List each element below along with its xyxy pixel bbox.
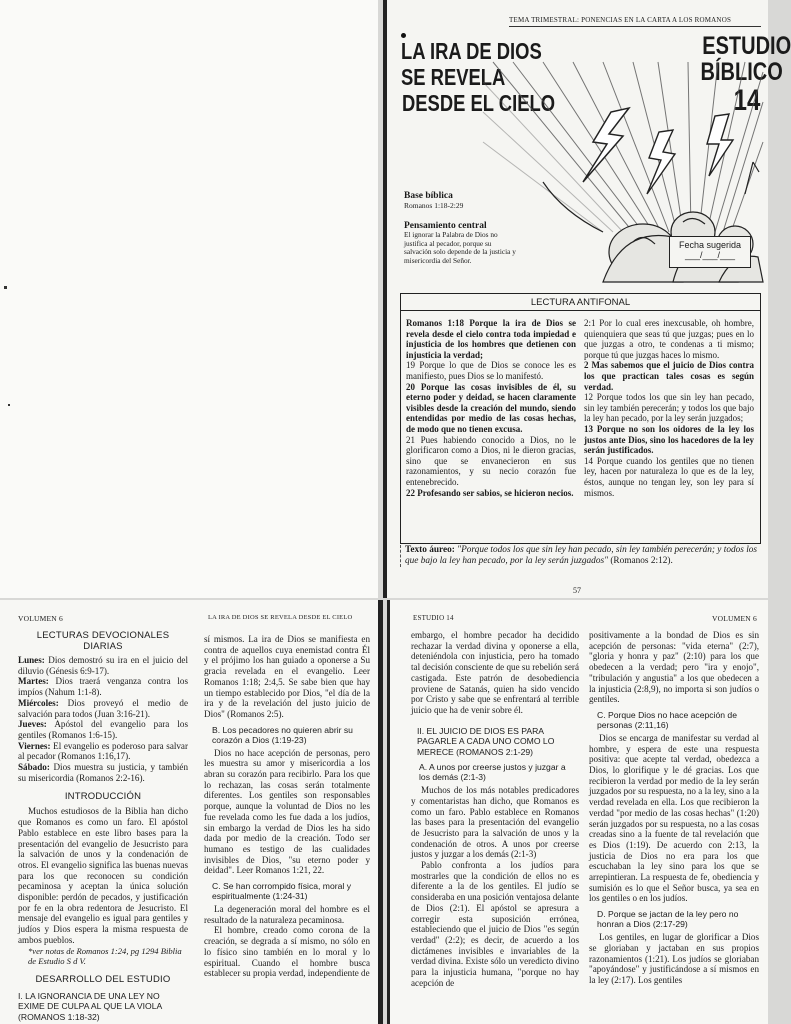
right-page-column-2: [589, 630, 759, 986]
central-thought-block: [404, 221, 516, 265]
devotional-item: [18, 762, 188, 783]
golden-text-quote: "Porque todos los que sin ley han pecado, sin ley también perecerán; y todos los que bajo la ley han pecado, por la ley serán juzgados": [405, 545, 758, 566]
col1-paragraph-3: Pablo confronta a los judíos para mostrarles que la condición de ellos no es diferente a la de los gentiles. El judío se consideraba en una posición ventajosa delante de Dios (2:1). El apóstol se apresura a corregir esta suposición errónea, estableciendo que el juicio de Dios "es según verdad" (2:2); es decir, de acuerdo a los dictámenes invisibles e invariables de la verdad divina. Existe sólo un veredicto divino para la injusticia humana, "porque no hay acepción de: [411, 860, 579, 988]
quarterly-theme-header: TEMA TRIMESTRAL: PONENCIAS EN LA CARTA A LOS ROMANOS: [509, 16, 732, 24]
col2-paragraph-2: Dios se encarga de manifestar su verdad al hombre, y espera de este una respuesta positiva: que acepte tal verdad, obedezca a Dios, lo glorifique y le dé gracias. Los que recibieron la verdad por medio de la ley serán juzgados por su respuesta, no a la ley, sino a la verdad revelada en ella. Los que recibieron la verdad "por medio de las cosas hechas" (1:20) serán juzgados por su respuesta, no a las cosas creadas sino a la fuente de tal revelación que es Dios (1:19). De acuerdo con 2:13, la justicia de Dios no era para los que escuchaban la ley sino para los que se arrepintieran. La respuesta de fe, obediencia y sumisión es lo que el Señor busca, ya sea en los gentiles o en los judíos.: [589, 732, 759, 904]
antiphonal-verse: Romanos 1:18 Porque la ira de Dios se revela desde el cielo contra toda impiedad e injusticia de los hombres que detienen con injusticia la verdad;: [406, 318, 576, 360]
devotional-item: [18, 698, 188, 719]
subheading-a: A. A unos por creerse justos y juzgar a los demás (2:1-3): [419, 762, 566, 783]
subheading-d: D. Porque se jactan de la ley pero no honran a Dios (2:17-29): [597, 909, 739, 930]
antiphonal-verse: 20 Porque las cosas invisibles de él, su eterno poder y deidad, se hacen claramente visibles desde la creación del mundo, siendo entendidas por medio de las cosas hechas, de modo que no tienen excusa.: [406, 381, 576, 434]
antiphonal-verse: 21 Pues habiendo conocido a Dios, no le glorificaron como a Dios, ni le dieron gracias, sino que se envanecieron en sus razonamientos, y su necio corazón fue entenebrecido.: [406, 434, 576, 487]
devotional-reading: Apóstol del evangelio para los gentiles (Romanos 1:6-15).: [18, 719, 188, 740]
section-one-heading: I. LA IGNORANCIA DE UNA LEY NO EXIME DE CULPA AL QUE LA VIOLA (ROMANOS 1:18-32): [18, 990, 162, 1022]
page-edge-shadow: [387, 600, 390, 1024]
antiphonal-verse: 2 Mas sabemos que el juicio de Dios contra los que practican tales cosas es según verdad.: [584, 360, 754, 392]
devotional-day: Viernes:: [18, 740, 51, 751]
left-column: [18, 630, 188, 1022]
devotional-day: Miércoles:: [18, 697, 59, 708]
devotional-item: [18, 741, 188, 762]
devotional-item: [18, 719, 188, 740]
introduction-text: Muchos estudiosos de la Biblia han dicho que Romanos es como un faro. El apóstol Pablo establece en este libro bases para la presentación del evangelio de Jesucristo para la salvación de unos y la condenación de otros. El evangelio significa las buenas nuevas para los que reconocen su condición pecaminosa y aceptan la única solución disponible: perdón de pecados, y justificación por fe en la obra redentora de Jesucristo. El mensaje del evangelio es igual para gentiles y judíos y Dios espera la misma respuesta de ambos pueblos.: [18, 806, 188, 945]
subheading-c: C. Porque Dios no hace acepción de personas (2:11,16): [597, 709, 737, 730]
golden-text-label: Texto áureo:: [405, 545, 455, 555]
devotional-reading: El evangelio es poderoso para salvar al pecador (Romanos 1:16,17).: [18, 740, 188, 762]
left-page-column-2: [204, 634, 370, 979]
hole-punch-mark-lower: [8, 404, 10, 406]
devotional-reading: Dios proveyó el medio de salvación para todos (Juan 3:16-21).: [18, 697, 188, 719]
study-development-title: DESARROLLO DEL ESTUDIO: [35, 973, 171, 985]
devotional-day: Sábado:: [18, 762, 50, 773]
col2-paragraph-4: El hombre, creado como corona de la creación, se degrada a sí mismo, no sólo en lo físico sino también en lo moral y lo espiritual. Cuando el hombre busca establecer su propia verdad, independiente de: [204, 925, 370, 979]
blank-page: [0, 0, 378, 598]
antiphonal-verse: 12 Porque todos los que sin ley han pecado, sin ley también perecerán; y todos los que bajo la ley han pecado, por la ley serán juzgados;: [584, 392, 754, 424]
bible-base-label: Base bíblica: [404, 191, 453, 201]
devotional-item: [18, 676, 188, 697]
devotional-day: Lunes:: [18, 655, 45, 665]
title-line-2: DESDE EL CIELO: [402, 90, 556, 116]
antiphonal-verse: 22 Profesando ser sabios, se hicieron necios.: [406, 487, 574, 498]
devotional-day: Martes:: [18, 676, 49, 687]
running-header: ESTUDIO 14: [413, 614, 454, 622]
title-page: [383, 0, 791, 598]
golden-text-reference: (Romanos 2:12).: [610, 556, 673, 566]
page-edge-shadow: [378, 600, 383, 1024]
col2-paragraph-1: positivamente a la bondad de Dios es sin acepción de personas: "vida eterna" (2:7), "gloria y honra y paz" (2:10) para los que obedecen a la verdad; pero "ira y enojo", "tribulación y angustia" a los que obedecen a la injusticia (2:8,9), no importa si son judíos o gentiles.: [589, 630, 759, 705]
devotional-item: [18, 655, 188, 676]
study-continuation-page: [387, 600, 768, 1024]
study-number: 14: [733, 84, 760, 117]
central-thought-text: El ignorar la Palabra de Dios no justifica al pecador, porque su salvación solo depende de la justicia y misericordia del Señor.: [404, 230, 516, 265]
volume-label: VOLUMEN 6: [712, 614, 757, 623]
title-line-1: LA IRA DE DIOS SE REVELA: [401, 38, 542, 90]
biblico-label: BÍBLICO: [700, 58, 783, 86]
suggested-date-box: [669, 236, 751, 268]
suggested-date-label: Fecha sugerida: [678, 240, 742, 250]
hole-punch-mark: [4, 286, 7, 289]
col2-paragraph-3: La degeneración moral del hombre es el resultado de la naturaleza pecaminosa.: [204, 904, 370, 925]
devotional-list: [18, 655, 188, 783]
bible-base-block: [404, 191, 554, 210]
devotional-reading: Dios demostró su ira en el juicio del diluvio (Génesis 6:9-17).: [18, 655, 188, 676]
col2-paragraph-1: sí mismos. La ira de Dios se manifiesta en contra de aquellos cuya enemistad contra Él y el prójimo los han guiado a oponerse a Su gracia revelada en el evangelio. Leer Romanos 1:18; 2:4,5. Se sabe bien que hay un tiempo establecido por Dios, "el día de la ira y de la revelación del justo juicio de Dios" (Romanos 2:5).: [204, 634, 370, 719]
col1-paragraph-2: Muchos de los más notables predicadores y comentaristas han dicho, que Romanos es como un faro. Pablo establece en Romanos las bases para la presentación del evangelio de Jesucristo para la salvación de unos y la condenación de otros. A unos por creerse justos y juzgar a los demás (2:1-3): [411, 785, 579, 860]
central-thought-label: Pensamiento central: [404, 221, 487, 231]
introduction-note: *ver notas de Romanos 1:24, pg 1294 Biblia de Estudio S d V.: [28, 945, 182, 966]
devotional-day: Jueves:: [18, 719, 47, 730]
page-number: 57: [573, 586, 581, 595]
subheading-b: B. Los pecadores no quieren abrir su corazón a Dios (1:19-23): [212, 724, 353, 745]
right-page-column-1: [411, 630, 579, 988]
devotional-reading: Dios muestra su justicia, y también su misericordia (Romanos 2:2-16).: [18, 762, 188, 783]
antiphonal-verse: 14 Porque cuando los gentiles que no tienen ley, hacen por naturaleza lo que es de la ley, éstos, aunque no tengan ley, son ley para sí mismos.: [584, 455, 754, 498]
lightning-bolt-icon: [583, 108, 629, 182]
subheading-c: C. Se han corrompido física, moral y espiritualmente (1:24-31): [212, 881, 351, 902]
estudio-label: ESTUDIO: [702, 32, 791, 60]
col2-paragraph-3: Los gentiles, en lugar de glorificar a Dios se gloriaban y jactaban en sus propios razonamientos (1:21). Los judíos se gloriaban "apoyándose" y justificándose a sí mismos en la ley (2:17). Los gentiles: [589, 932, 759, 985]
volume-label: VOLUMEN 6: [18, 614, 63, 623]
col2-paragraph-2: Dios no hace acepción de personas, pero les muestra su amor y misericordia a los abran su corazón para recibirlo. Para los que lo rechazan, las cosas serán totalmente diferentes. Los gentiles son responsables porque, aunque la voluntad de Dios no les fue revelada como les fue dada a los judíos, sin embargo la verdad de Dios les ha sido dada por medio de la creación. Todo ser humano es testigo de las cualidades invisibles de Dios, "su eterno poder y deidad". Leer Romanos 1:21, 22.: [204, 747, 370, 876]
section-two-heading: II. EL JUICIO DE DIOS ES PARA PAGARLE A CADA UNO COMO LO MERECE (ROMANOS 2:1-29): [417, 725, 555, 757]
antiphonal-verse: 13 Porque no son los oidores de la ley los justos ante Dios, sino los hacedores de la ley serán justificados.: [584, 423, 754, 456]
antiphonal-reading-box: [400, 293, 761, 544]
suggested-date-blank: ___/___/___: [684, 250, 736, 260]
page-edge-shadow: [383, 0, 387, 598]
devotional-reading: Dios traerá venganza contra los impíos (Nahum 1:1-8).: [18, 676, 188, 698]
running-header: LA IRA DE DIOS SE REVELA DESDE EL CIELO: [208, 614, 353, 621]
antiphonal-verse: 19 Porque lo que de Dios se conoce les es manifiesto, pues Dios se lo manifestó.: [406, 360, 576, 381]
devotional-page: [0, 600, 383, 1024]
col1-paragraph-1: embargo, el hombre pecador ha decidido rechazar la verdad divina y oponerse a ella, deteniéndola con injusticia, pero ha tomado tal decisión consciente de que su rebelión será castigada. Este patrón de desobediencia proviene de Satanás, quien ha sido vencido por Cristo y sabe que se enfrentará al terrible juicio que ha de venir sobre él.: [411, 630, 579, 715]
introduction-title: INTRODUCCIÓN: [64, 791, 142, 803]
antiphonal-right-column: [584, 318, 754, 498]
header-rule: [509, 26, 761, 27]
antiphonal-title: LECTURA ANTIFONAL: [401, 294, 760, 311]
devotional-readings-title: LECTURAS DEVOCIONALES DIARIAS: [36, 630, 170, 652]
antiphonal-verse: 2:1 Por lo cual eres inexcusable, oh hombre, quienquiera que seas tú que juzgas; pues en lo que juzgas a otro, te condenas a ti mismo; porque tú que juzgas haces lo mismo.: [584, 318, 754, 360]
antiphonal-left-column: [406, 318, 576, 498]
golden-text-block: [400, 545, 764, 567]
bible-base-reference: Romanos 1:18-2:29: [404, 201, 464, 210]
